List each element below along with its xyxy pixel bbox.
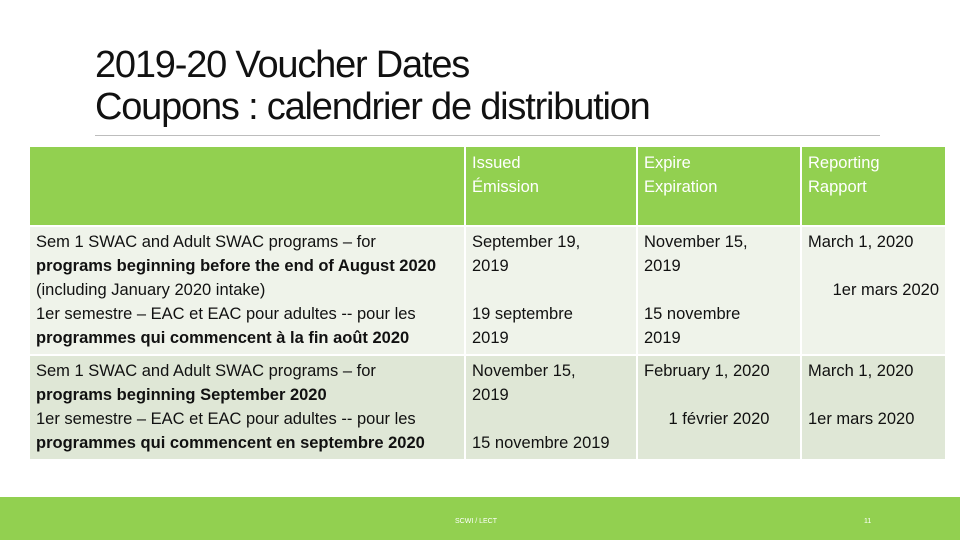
reporting-cell: [801, 355, 946, 460]
issued-cell: [465, 355, 637, 460]
program-line: programmes qui commencent en septembre 2020: [36, 434, 425, 452]
table-header-row: [29, 146, 946, 226]
program-line: Sem 1 SWAC and Adult SWAC programs – for: [36, 233, 376, 251]
header-reporting: [801, 146, 946, 226]
reporting-cell: [801, 226, 946, 355]
title-line-english: 2019-20 Voucher Dates: [95, 44, 470, 86]
table-row: [29, 355, 946, 460]
report-en: March 1, 2020: [808, 362, 914, 380]
expire-en-line: November 15,: [644, 233, 748, 251]
issued-en-line: 2019: [472, 386, 509, 404]
expire-en: February 1, 2020: [644, 362, 770, 380]
header-program: [29, 146, 465, 226]
report-en: March 1, 2020: [808, 233, 914, 251]
issued-fr: 15 novembre 2019: [472, 434, 610, 452]
expire-cell: [637, 355, 801, 460]
issued-fr-line: 2019: [472, 329, 509, 347]
program-line: 1er semestre – EAC et EAC pour adultes -- pour les: [36, 410, 416, 428]
program-line: programs beginning before the end of August 2020: [36, 257, 437, 275]
program-line: (including January 2020 intake): [36, 281, 266, 299]
program-line: 1er semestre – EAC et EAC pour adultes -- pour les: [36, 305, 416, 323]
voucher-dates-table: [28, 145, 947, 461]
issued-en-line: September 19,: [472, 233, 581, 251]
issued-en-line: November 15,: [472, 362, 576, 380]
header-expire: [637, 146, 801, 226]
issued-cell: [465, 226, 637, 355]
header-expire-fr: Expiration: [644, 178, 718, 196]
header-issued-en: Issued: [472, 154, 521, 172]
title-line-french: Coupons : calendrier de distribution: [95, 86, 650, 128]
header-expire-en: Expire: [644, 154, 691, 172]
program-line: programmes qui commencent à la fin août 2020: [36, 329, 410, 347]
table-row: [29, 226, 946, 355]
expire-en-line: 2019: [644, 257, 681, 275]
expire-cell: [637, 226, 801, 355]
program-cell: [29, 355, 465, 460]
title-underline: [95, 135, 880, 136]
expire-fr: 1 février 2020: [668, 410, 770, 428]
issued-fr-line: 19 septembre: [472, 305, 573, 323]
expire-fr-line: 2019: [644, 329, 681, 347]
footer-label: SCWI / LECT: [455, 518, 498, 525]
program-line: Sem 1 SWAC and Adult SWAC programs – for: [36, 362, 376, 380]
program-line: programs beginning September 2020: [36, 386, 327, 404]
issued-en-line: 2019: [472, 257, 509, 275]
slide-title: [95, 44, 895, 128]
page-number: 11: [864, 518, 872, 525]
header-reporting-fr: Rapport: [808, 178, 867, 196]
report-fr: 1er mars 2020: [832, 281, 939, 299]
header-issued-fr: Émission: [472, 178, 539, 196]
program-cell: [29, 226, 465, 355]
header-reporting-en: Reporting: [808, 154, 880, 172]
header-issued: [465, 146, 637, 226]
expire-fr-line: 15 novembre: [644, 305, 741, 323]
report-fr: 1er mars 2020: [808, 410, 915, 428]
